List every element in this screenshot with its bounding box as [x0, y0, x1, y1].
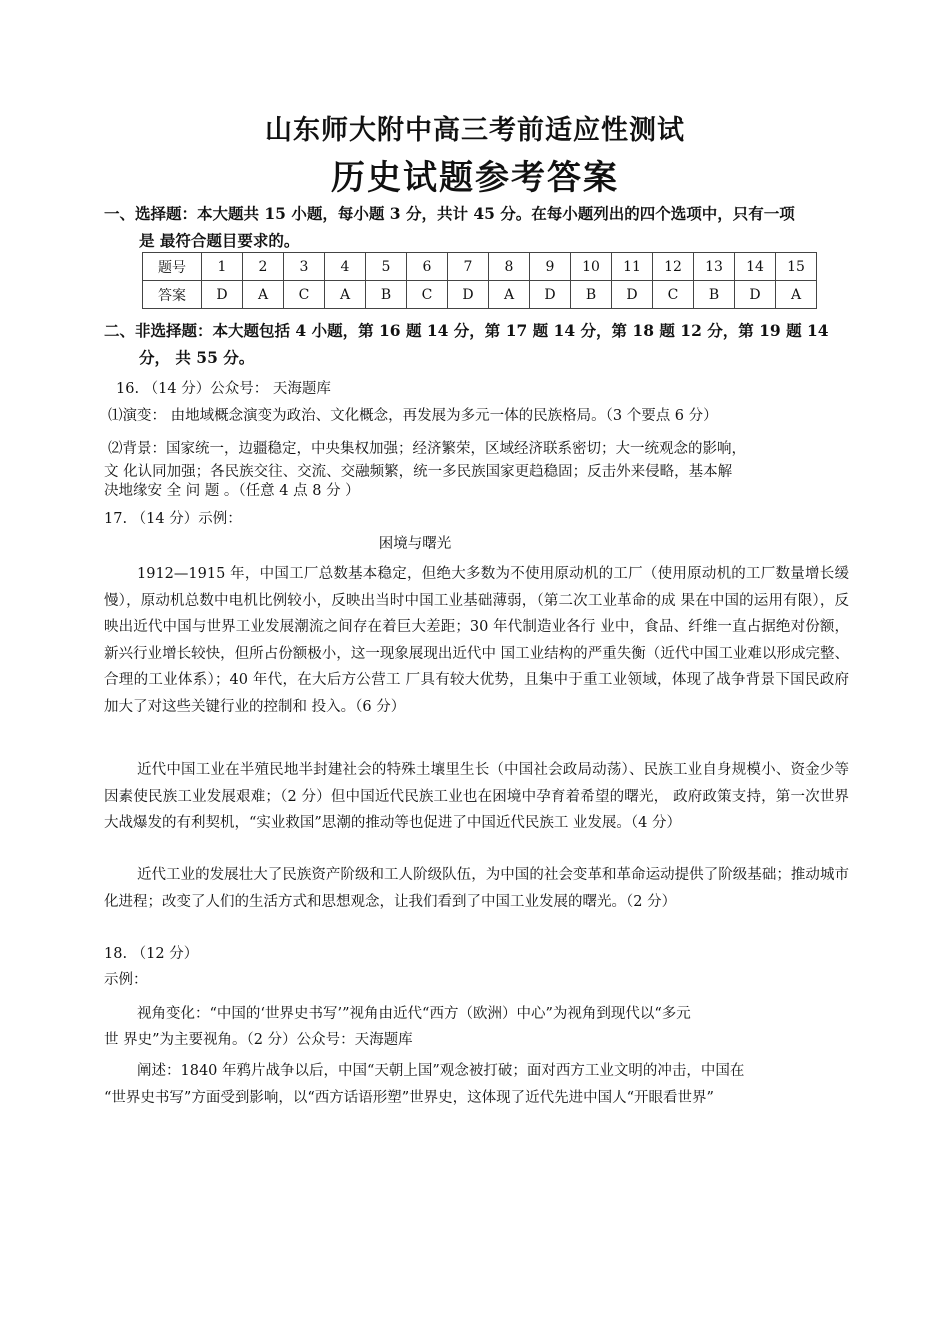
q16-part2-line2: 文 化认同加强；各民族交往、交流、交融频繁，统一多民族国家更趋稳固；反击外来侵略，基本解	[104, 464, 733, 480]
q17-paragraph-1: 1912—1915 年，中国工厂总数基本稳定，但绝大多数为不使用原动机的工厂（使用原动机的工厂数量增长缓慢），原动机总数中电机比例较小，反映出当时中国工业基础薄弱，（第二次工业革命的成 果在中国的运用有限），反映出近代中国与世界工业发展潮流之间存在着巨大差距；30 年代制造业各行 业中，食品、纤维一直占据绝对份额，新兴行业增长较快，但所占份额极小，这一现象展现出近代中 国工业结构的严重失衡（近代中国工业难以形成完整、合理的工业体系）；40 年代，在大后方公营工 厂具有较大优势，且集中于重工业领域，体现了战争背景下国民政府加大了对这些关键行业的控制和 投入。（6 分）	[104, 566, 849, 715]
answer-row	[143, 281, 817, 309]
q18-para2-line1: 阐述：1840 年鸦片战争以后，中国“天朝上国”观念被打破；面对西方工业文明的冲击，中国在	[137, 1063, 745, 1079]
section2-heading-line2: 分， 共 55 分。	[139, 348, 255, 367]
q18-para1-line1: 视角变化：“中国的‘世界史书写’”视角由近代“西方（欧洲）中心”为视角到现代以“多元	[137, 1006, 691, 1022]
table-cell: 5	[366, 253, 407, 281]
table-cell: D	[202, 281, 243, 309]
question-number-row	[143, 253, 817, 281]
table-cell: 4	[325, 253, 366, 281]
table-cell: D	[530, 281, 571, 309]
q18-para1-line2: 世 界史”为主要视角。（2 分）公众号：天海题库	[104, 1032, 413, 1048]
q18-example-label: 示例：	[104, 972, 148, 988]
section2-heading	[104, 317, 844, 371]
table-cell: D	[612, 281, 653, 309]
table-cell: 13	[694, 253, 735, 281]
section1-heading-line2: 是 最符合题目要求的。	[139, 231, 300, 250]
section2-heading-line1: 二、非选择题：本大题包括 4 小题，第 16 题 14 分，第 17 题 14 分，第 18 题 12 分，第 19 题 14	[104, 321, 829, 340]
table-cell: 6	[407, 253, 448, 281]
table-cell: 14	[735, 253, 776, 281]
section1-heading	[104, 200, 844, 254]
table-cell: C	[653, 281, 694, 309]
table-cell: A	[489, 281, 530, 309]
table-cell: 7	[448, 253, 489, 281]
table-cell: 1	[202, 253, 243, 281]
q17-paragraph-2: 近代中国工业在半殖民地半封建社会的特殊土壤里生长（中国社会政局动荡）、民族工业自身规模小、资金少等因素使民族工业发展艰难；（2 分）但中国近代民族工业也在困境中孕育着希望的曙光， 政府政策支持，第一次世界大战爆发的有利契机，“实业救国”思潮的推动等也促进了中国近代民族工 业发展。（4 分）	[104, 762, 849, 831]
table-cell: 12	[653, 253, 694, 281]
q17-essay-title: 困境与曙光	[378, 536, 452, 552]
q17-paragraph-3: 近代工业的发展壮大了民族资产阶级和工人阶级队伍，为中国的社会变革和革命运动提供了阶级基础；推动城市化进程；改变了人们的生活方式和思想观念，让我们看到了中国工业发展的曙光。（2 分）	[104, 867, 849, 910]
table-cell: 2	[243, 253, 284, 281]
table-cell: C	[284, 281, 325, 309]
table-cell: D	[448, 281, 489, 309]
school-title: 山东师大附中高三考前适应性测试	[265, 115, 685, 146]
table-cell: D	[735, 281, 776, 309]
table-cell: 8	[489, 253, 530, 281]
q16-header: 16. （14 分）公众号： 天海题库	[116, 381, 331, 397]
row-label-question: 题号	[143, 253, 202, 281]
table-cell: B	[366, 281, 407, 309]
document-title: 历史试题参考答案	[331, 158, 619, 198]
answer-table	[142, 252, 817, 309]
table-cell: 15	[776, 253, 817, 281]
row-label-answer: 答案	[143, 281, 202, 309]
q16-part1: ⑴演变： 由地域概念演变为政治、文化概念，再发展为多元一体的民族格局。（3 个要点 6 分）	[108, 408, 718, 424]
section1-heading-line1: 一、选择题：本大题共 15 小题，每小题 3 分，共计 45 分。在每小题列出的四个选项中，只有一项	[104, 204, 795, 223]
table-cell: B	[571, 281, 612, 309]
q18-para2-line2: “世界史书写”方面受到影响，以“西方话语形塑”世界史，这体现了近代先进中国人“开眼看世界”	[104, 1090, 714, 1106]
q17-header: 17. （14 分）示例：	[104, 511, 242, 527]
table-cell: A	[243, 281, 284, 309]
q18-header: 18. （12 分）	[104, 946, 199, 962]
q16-part2-line1: ⑵背景：国家统一，边疆稳定，中央集权加强；经济繁荣，区域经济联系密切；大一统观念的影响，	[108, 441, 746, 457]
table-cell: 11	[612, 253, 653, 281]
table-cell: A	[325, 281, 366, 309]
table-cell: B	[694, 281, 735, 309]
q16-part2-line3: 决地缘安 全 问 题 。（任意 4 点 8 分 ）	[104, 483, 360, 499]
table-cell: 9	[530, 253, 571, 281]
table-cell: A	[776, 281, 817, 309]
table-cell: 3	[284, 253, 325, 281]
table-cell: C	[407, 281, 448, 309]
table-cell: 10	[571, 253, 612, 281]
